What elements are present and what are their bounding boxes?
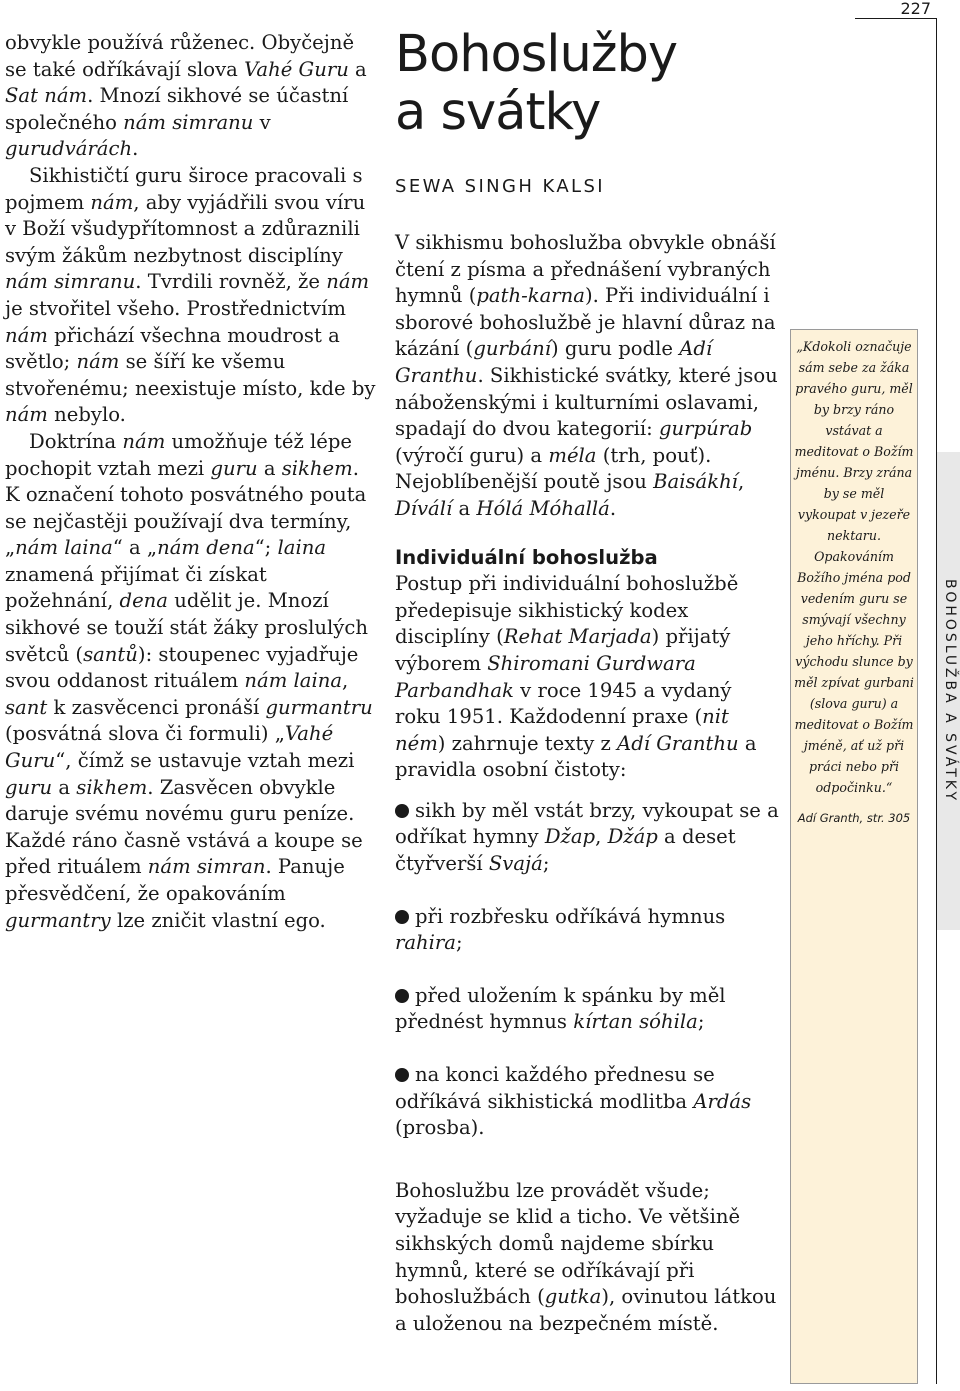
list-item bbox=[395, 798, 780, 878]
left-paragraph-3: Doktrína nám umožňuje též lépe pochopit vztah mezi guru a sikhem. K označení tohoto posvátného pouta se nejčastěji používají dva termíny, „nám laina“ a „nám dena“; laina znamená přijímat či získat požehnání, dena udělit je. Mnozí sikhové se touží stát žáky proslulých světců (santů): stoupenec vyjadřuje svou oddanost rituálem nám laina, sant k zasvěcenci pronáší gurmantru (posvátná slova či formuli) „Vahé Guru“, čímž se ustavuje vztah mezi guru a sikhem. Zasvěcen obvykle daruje svému novému guru peníze. Každé ráno časně vstává a koupe se před rituálem nám simran. Panuje přesvědčení, že opakováním gurmantry lze zničit vlastní ego. bbox=[5, 429, 373, 932]
left-column bbox=[5, 30, 377, 934]
section-paragraph: Postup při individuální bohoslužbě předepisuje sikhistický kodex disciplíny (Rehat Marjada) přijatý výborem Shiromani Gurdwara Parbandhak v roce 1945 a vydaný roku 1951. Každodenní praxe (nit ném) zahrnuje texty z Adí Granthu a pravidla osobní čistoty: bbox=[395, 572, 757, 782]
chapter-title-line-2: a svátky bbox=[395, 83, 601, 142]
header-rule bbox=[855, 18, 937, 19]
list-item bbox=[395, 904, 780, 957]
section-heading: Individuální bohoslužba bbox=[395, 545, 658, 569]
closing-paragraph: Bohoslužbu lze provádět všude; vyžaduje se klid a ticho. Ve většině sikhských domů najdeme sbírku hymnů, které se odříkávají při bohoslužbách (gutka), ovinutou látkou a uloženou na bezpečném místě. bbox=[395, 1178, 777, 1335]
page-number: 227 bbox=[900, 0, 931, 18]
list-item-text: sikh by měl vstát brzy, vykoupat se a odříkat hymny Džap, Džáp a deset čtyřverší Svajá; bbox=[395, 798, 779, 876]
main-column bbox=[395, 26, 780, 1337]
chapter-title bbox=[395, 26, 780, 142]
list-item bbox=[395, 983, 780, 1036]
bullet-icon bbox=[395, 910, 409, 924]
left-paragraph-2: Sikhističtí guru široce pracovali s pojmem nám, aby vyjádřili svou víru v Boží všudypřítomnost a zdůraznili svým žákům nezbytnost disciplíny nám simranu. Tvrdili rovněž, že nám je stvořitel všeho. Prostřednictvím nám přichází všechna moudrost a světlo; nám se šíří ke všemu stvořenému; neexistuje místo, kde by nám nebylo. bbox=[5, 163, 376, 427]
list-item-text: na konci každého přednesu se odříkává sikhistická modlitba Ardás (prosba). bbox=[395, 1063, 752, 1140]
sidebar-source: Adí Granth, str. 305 bbox=[797, 811, 911, 825]
sidebar-quote: „Kdokoli označuje sám sebe za žáka pravého guru, měl by brzy ráno vstávat a meditovat o Božím jménu. Brzy zrána by se měl vykoupat v jezeře nektaru. Opakováním Božího jména pod vedením guru se smývají všechny jeho hříchy. Při východu slunce by měl zpívat gurbani (slova guru) a meditovat o Božím jméně, ať už při práci nebo při odpočinku.“ bbox=[794, 339, 914, 795]
list-item-text: před uložením k spánku by měl přednést hymnus kírtan sóhila; bbox=[395, 983, 726, 1034]
bullet-icon bbox=[395, 989, 409, 1003]
left-paragraph-1: obvykle používá růženec. Obyčejně se také odříkávají slova Vahé Guru a Sat nám. Mnozí sikhové se účastní společného nám simranu v gurudvárách. bbox=[5, 31, 367, 161]
list-item-text: při rozbřesku odříkává hymnus rahira; bbox=[395, 904, 726, 955]
bullet-icon bbox=[395, 1068, 409, 1082]
chapter-title-line-1: Bohoslužby bbox=[395, 25, 678, 84]
practice-list bbox=[395, 798, 780, 1142]
bullet-icon bbox=[395, 804, 409, 818]
section-tab-label: BOHOSLUŽBA A SVÁTKY bbox=[942, 578, 958, 803]
intro-paragraph: V sikhismu bohoslužba obvykle obnáší čtení z písma a přednášení vybraných hymnů (path-karna). Při individuální i sborové bohoslužbě je hlavní důraz na kázání (gurbání) guru podle Adí Granthu. Sikhistické svátky, které jsou náboženskými i kulturními oslavami, spadají do dvou kategorií: gurpúrab (výročí guru) a méla (trh, pouť). Nejoblíbenější poutě jsou Baisákhí, Díválí a Hólá Móhallá. bbox=[395, 231, 778, 520]
list-item bbox=[395, 1062, 780, 1142]
quote-sidebar bbox=[790, 329, 918, 1384]
author-name: SEWA SINGH KALSI bbox=[395, 176, 606, 197]
